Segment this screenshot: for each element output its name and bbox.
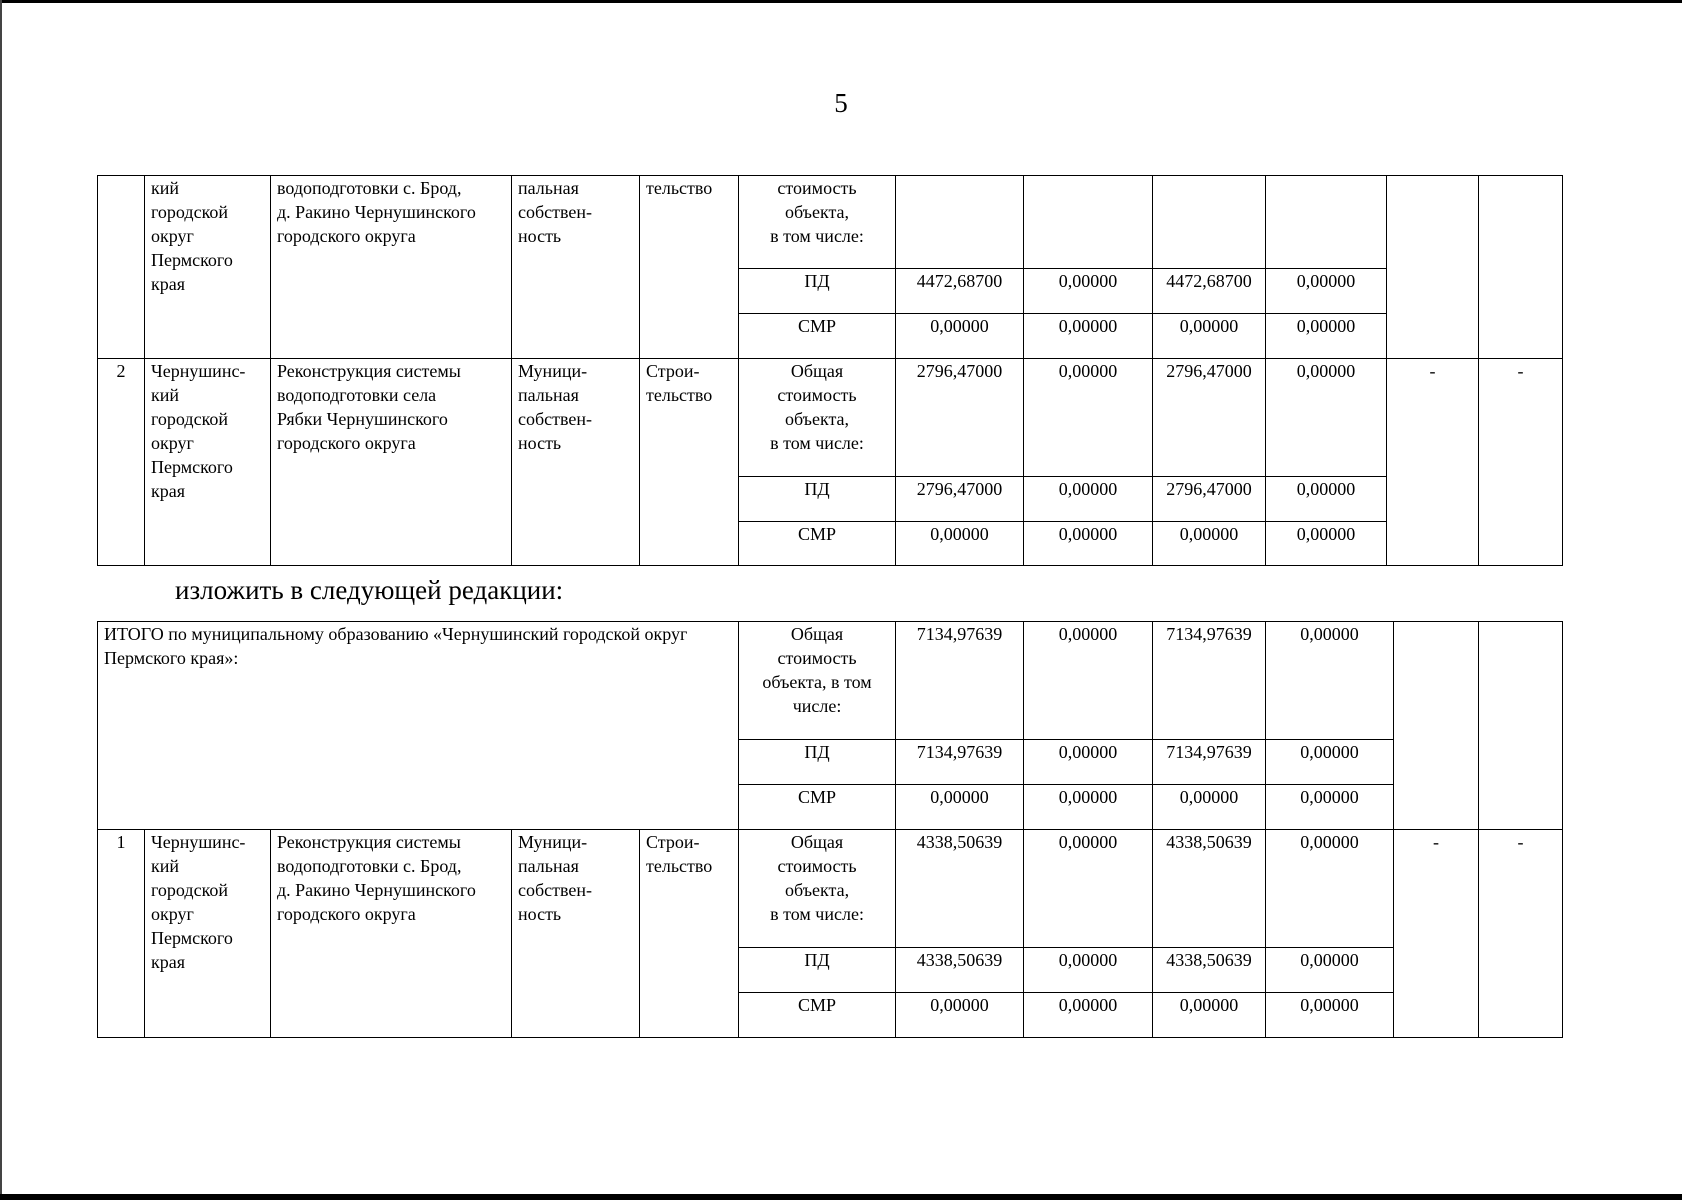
- value-cell: 0,00000: [1266, 269, 1387, 314]
- blank-cell: [1479, 176, 1563, 359]
- table-row: [98, 359, 1563, 477]
- value-cell: 0,00000: [1153, 314, 1266, 359]
- ownership-cell: пальная собствен- ность: [512, 176, 640, 359]
- value-cell: 0,00000: [1266, 622, 1394, 740]
- object-name-cell: Реконструкция системы водоподготовки села Рябки Чернушинского городского округа: [271, 359, 512, 566]
- value-cell: 2796,47000: [896, 359, 1024, 477]
- value-cell: 2796,47000: [1153, 477, 1266, 522]
- total-cost-label-cell: Общая стоимость объекта, в том числе:: [739, 830, 896, 948]
- value-cell: 0,00000: [896, 314, 1024, 359]
- value-cell: 0,00000: [1153, 522, 1266, 566]
- total-cost-label-cell: Общая стоимость объекта, в том числе:: [739, 622, 896, 740]
- value-cell: 0,00000: [1024, 622, 1153, 740]
- value-cell: 7134,97639: [1153, 622, 1266, 740]
- value-cell: 0,00000: [1024, 522, 1153, 566]
- value-cell: 0,00000: [1024, 314, 1153, 359]
- value-cell: [1266, 176, 1387, 269]
- itogo-label-cell: ИТОГО по муниципальному образованию «Чернушинский городской округ Пермского края»:: [98, 622, 739, 830]
- blank-cell: [1387, 176, 1479, 359]
- bottom-edge-rule: [0, 1194, 1682, 1200]
- work-type-cell: Строи- тельство: [640, 830, 739, 1038]
- value-cell: 0,00000: [1024, 993, 1153, 1038]
- value-cell: 0,00000: [1024, 359, 1153, 477]
- value-cell: 0,00000: [1266, 359, 1387, 477]
- section-heading: изложить в следующей редакции:: [175, 575, 564, 605]
- value-cell: 0,00000: [1024, 785, 1153, 830]
- ownership-cell: Муници- пальная собствен- ность: [512, 359, 640, 566]
- owner-cell: кий городской округ Пермского края: [145, 176, 271, 359]
- blank-cell: [1394, 622, 1479, 830]
- value-cell: [896, 176, 1024, 269]
- value-cell: 0,00000: [1024, 477, 1153, 522]
- smr-label-cell: СМР: [739, 785, 896, 830]
- top-edge-rule: [0, 0, 1682, 3]
- work-type-cell: Строи- тельство: [640, 359, 739, 566]
- value-cell: 0,00000: [1024, 740, 1153, 785]
- value-cell: 0,00000: [1153, 785, 1266, 830]
- owner-cell: Чернушинс- кий городской округ Пермского края: [145, 830, 271, 1038]
- value-cell: [1024, 176, 1153, 269]
- left-edge-rule: [0, 0, 2, 1200]
- value-cell: 0,00000: [1024, 269, 1153, 314]
- pd-label-cell: ПД: [739, 477, 896, 522]
- blank-cell: [1479, 622, 1563, 830]
- table-previous-edition: [97, 175, 1563, 566]
- value-cell: 0,00000: [1266, 522, 1387, 566]
- dash-cell: -: [1394, 830, 1479, 1038]
- value-cell: 4338,50639: [1153, 830, 1266, 948]
- value-cell: 0,00000: [896, 993, 1024, 1038]
- dash-cell: -: [1387, 359, 1479, 566]
- value-cell: 2796,47000: [896, 477, 1024, 522]
- value-cell: 2796,47000: [1153, 359, 1266, 477]
- row-number-cell: [98, 176, 145, 359]
- smr-label-cell: СМР: [739, 314, 896, 359]
- value-cell: 0,00000: [1266, 314, 1387, 359]
- smr-label-cell: СМР: [739, 993, 896, 1038]
- value-cell: 4338,50639: [896, 830, 1024, 948]
- value-cell: 0,00000: [1024, 830, 1153, 948]
- row-number-cell: 1: [98, 830, 145, 1038]
- value-cell: 7134,97639: [896, 622, 1024, 740]
- object-name-cell: Реконструкция системы водоподготовки с. Брод, д. Ракино Чернушинского городского округа: [271, 830, 512, 1038]
- value-cell: 0,00000: [1266, 830, 1394, 948]
- value-cell: 0,00000: [1266, 785, 1394, 830]
- ownership-cell: Муници- пальная собствен- ность: [512, 830, 640, 1038]
- value-cell: [1153, 176, 1266, 269]
- table-new-edition: [97, 621, 1563, 1038]
- value-cell: 0,00000: [1266, 993, 1394, 1038]
- value-cell: 0,00000: [896, 785, 1024, 830]
- value-cell: 4472,68700: [1153, 269, 1266, 314]
- value-cell: 4338,50639: [1153, 948, 1266, 993]
- dash-cell: -: [1479, 359, 1563, 566]
- page-number: 5: [834, 88, 848, 118]
- value-cell: 4338,50639: [896, 948, 1024, 993]
- total-cost-label-cell: Общая стоимость объекта, в том числе:: [739, 359, 896, 477]
- table-row: [98, 176, 1563, 269]
- value-cell: 0,00000: [1266, 740, 1394, 785]
- value-cell: 0,00000: [1266, 948, 1394, 993]
- pd-label-cell: ПД: [739, 948, 896, 993]
- owner-cell: Чернушинс- кий городской округ Пермского края: [145, 359, 271, 566]
- pd-label-cell: ПД: [739, 269, 896, 314]
- dash-cell: -: [1479, 830, 1563, 1038]
- pd-label-cell: ПД: [739, 740, 896, 785]
- object-name-cell: водоподготовки с. Брод, д. Ракино Чернушинского городского округа: [271, 176, 512, 359]
- cost-label-cell: стоимость объекта, в том числе:: [739, 176, 896, 269]
- table-row: [98, 622, 1563, 740]
- value-cell: 7134,97639: [896, 740, 1024, 785]
- value-cell: 4472,68700: [896, 269, 1024, 314]
- row-number-cell: 2: [98, 359, 145, 566]
- work-type-cell: тельство: [640, 176, 739, 359]
- value-cell: 0,00000: [1024, 948, 1153, 993]
- smr-label-cell: СМР: [739, 522, 896, 566]
- value-cell: 0,00000: [1266, 477, 1387, 522]
- value-cell: 0,00000: [896, 522, 1024, 566]
- table-row: [98, 830, 1563, 948]
- value-cell: 7134,97639: [1153, 740, 1266, 785]
- value-cell: 0,00000: [1153, 993, 1266, 1038]
